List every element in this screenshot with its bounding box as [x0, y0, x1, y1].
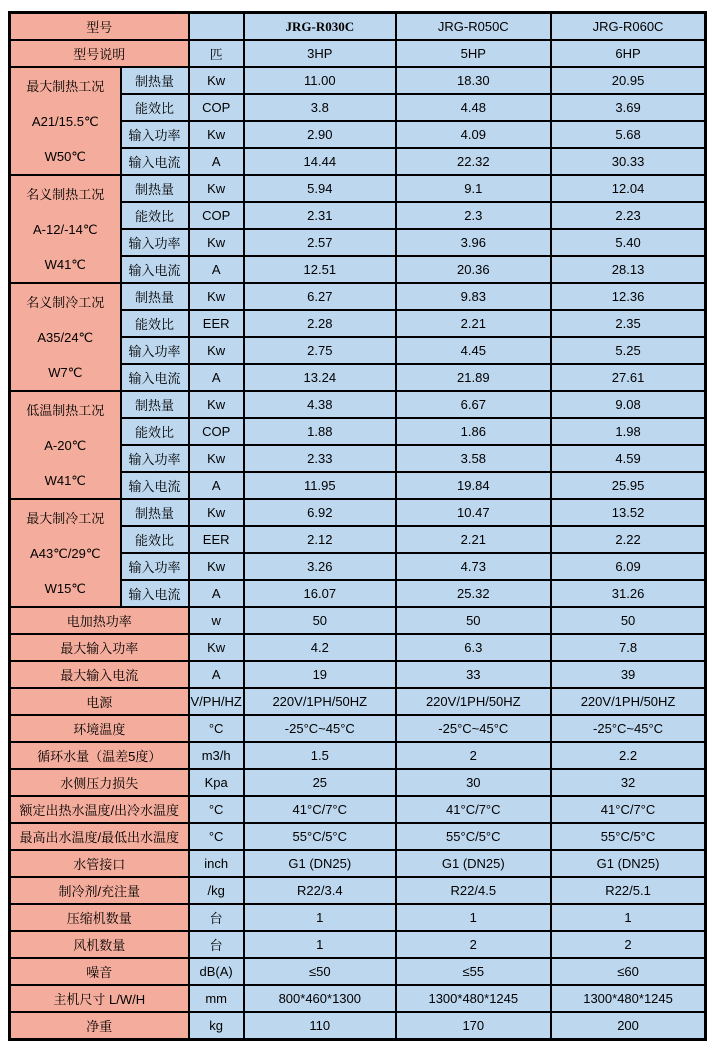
- value-cell: 1: [244, 931, 396, 958]
- value-cell: 1.5: [244, 742, 396, 769]
- metric-name-cell: 输入功率: [121, 445, 189, 472]
- value-cell: G1 (DN25): [551, 850, 706, 877]
- value-cell: 28.13: [551, 256, 706, 283]
- unit-cell: Kpa: [189, 769, 244, 796]
- value-cell: 2.90: [244, 121, 396, 148]
- metric-name-cell: 能效比: [121, 202, 189, 229]
- value-cell: 32: [551, 769, 706, 796]
- value-cell: ≤50: [244, 958, 396, 985]
- row-label-cell: 风机数量: [10, 931, 189, 958]
- value-cell: 19.84: [396, 472, 551, 499]
- unit-cell: Kw: [189, 445, 244, 472]
- value-cell: 4.73: [396, 553, 551, 580]
- table-row: [10, 391, 706, 418]
- value-cell: 55°C/5°C: [396, 823, 551, 850]
- value-cell: 1.88: [244, 418, 396, 445]
- metric-name-cell: 输入功率: [121, 337, 189, 364]
- unit-cell: 台: [189, 931, 244, 958]
- unit-cell: [189, 13, 244, 41]
- metric-name-cell: 能效比: [121, 418, 189, 445]
- table-row: [10, 688, 706, 715]
- unit-cell: Kw: [189, 283, 244, 310]
- unit-cell: Kw: [189, 634, 244, 661]
- table-row: [10, 175, 706, 202]
- unit-cell: Kw: [189, 499, 244, 526]
- table-row: [10, 742, 706, 769]
- value-cell: -25°C~45°C: [244, 715, 396, 742]
- table-row: [10, 769, 706, 796]
- value-cell: 170: [396, 1012, 551, 1040]
- value-cell: 55°C/5°C: [551, 823, 706, 850]
- value-cell: 9.1: [396, 175, 551, 202]
- value-cell: 9.83: [396, 283, 551, 310]
- row-label-cell: 水管接口: [10, 850, 189, 877]
- condition-label-cell: [10, 67, 121, 175]
- table-row: [10, 1012, 706, 1040]
- value-cell: G1 (DN25): [396, 850, 551, 877]
- unit-cell: Kw: [189, 553, 244, 580]
- row-label-cell: 环境温度: [10, 715, 189, 742]
- value-cell: ≤55: [396, 958, 551, 985]
- unit-cell: 匹: [189, 40, 244, 67]
- value-cell: 11.00: [244, 67, 396, 94]
- unit-cell: Kw: [189, 175, 244, 202]
- value-cell: 3.69: [551, 94, 706, 121]
- value-cell: 2.31: [244, 202, 396, 229]
- unit-cell: m3/h: [189, 742, 244, 769]
- unit-cell: V/PH/HZ: [189, 688, 244, 715]
- value-cell: 800*460*1300: [244, 985, 396, 1012]
- value-cell: 41°C/7°C: [244, 796, 396, 823]
- value-cell: 1.98: [551, 418, 706, 445]
- value-cell: 3.26: [244, 553, 396, 580]
- condition-line: A35/24℃: [37, 329, 94, 345]
- value-cell: 4.48: [396, 94, 551, 121]
- value-cell: 4.09: [396, 121, 551, 148]
- value-cell: 22.32: [396, 148, 551, 175]
- table-row: [10, 715, 706, 742]
- value-cell: 3.8: [244, 94, 396, 121]
- unit-cell: A: [189, 580, 244, 607]
- model-name-cell: JRG-R030C: [244, 13, 396, 41]
- unit-cell: Kw: [189, 391, 244, 418]
- unit-cell: °C: [189, 796, 244, 823]
- value-cell: 6.27: [244, 283, 396, 310]
- condition-label-cell: [10, 499, 121, 607]
- unit-cell: EER: [189, 526, 244, 553]
- metric-name-cell: 制热量: [121, 67, 189, 94]
- unit-cell: kg: [189, 1012, 244, 1040]
- unit-cell: 台: [189, 904, 244, 931]
- value-cell: 50: [551, 607, 706, 634]
- value-cell: 20.95: [551, 67, 706, 94]
- condition-label-cell: [10, 175, 121, 283]
- value-cell: 5.68: [551, 121, 706, 148]
- metric-name-cell: 制热量: [121, 175, 189, 202]
- unit-cell: w: [189, 607, 244, 634]
- condition-line: A21/15.5℃: [31, 113, 99, 129]
- value-cell: 14.44: [244, 148, 396, 175]
- table-row: [10, 499, 706, 526]
- specification-table: [8, 11, 707, 1041]
- metric-name-cell: 输入功率: [121, 229, 189, 256]
- metric-name-cell: 输入电流: [121, 580, 189, 607]
- value-cell: 55°C/5°C: [244, 823, 396, 850]
- table-row: [10, 850, 706, 877]
- value-cell: 18.30: [396, 67, 551, 94]
- metric-name-cell: 制热量: [121, 391, 189, 418]
- value-cell: 4.2: [244, 634, 396, 661]
- row-label-cell: 电源: [10, 688, 189, 715]
- value-cell: 4.45: [396, 337, 551, 364]
- value-cell: 3HP: [244, 40, 396, 67]
- value-cell: 20.36: [396, 256, 551, 283]
- condition-line: 名义制热工况: [26, 186, 105, 202]
- value-cell: 41°C/7°C: [396, 796, 551, 823]
- table-row: [10, 283, 706, 310]
- metric-name-cell: 输入电流: [121, 364, 189, 391]
- value-cell: 6.67: [396, 391, 551, 418]
- metric-name-cell: 制热量: [121, 283, 189, 310]
- row-label-cell: 净重: [10, 1012, 189, 1040]
- value-cell: 3.96: [396, 229, 551, 256]
- metric-name-cell: 输入电流: [121, 472, 189, 499]
- value-cell: 110: [244, 1012, 396, 1040]
- value-cell: 2: [396, 931, 551, 958]
- condition-line: W41℃: [44, 256, 86, 272]
- condition-line: W15℃: [44, 580, 86, 596]
- condition-line: 名义制冷工况: [26, 294, 105, 310]
- value-cell: 2.21: [396, 526, 551, 553]
- metric-name-cell: 输入电流: [121, 148, 189, 175]
- value-cell: 19: [244, 661, 396, 688]
- metric-name-cell: 输入功率: [121, 553, 189, 580]
- value-cell: 31.26: [551, 580, 706, 607]
- value-cell: 2.33: [244, 445, 396, 472]
- value-cell: 5.25: [551, 337, 706, 364]
- value-cell: 2.2: [551, 742, 706, 769]
- value-cell: 41°C/7°C: [551, 796, 706, 823]
- table-row: [10, 796, 706, 823]
- value-cell: 1: [244, 904, 396, 931]
- value-cell: 2.23: [551, 202, 706, 229]
- table-row: [10, 607, 706, 634]
- unit-cell: Kw: [189, 229, 244, 256]
- value-cell: R22/3.4: [244, 877, 396, 904]
- value-cell: 220V/1PH/50HZ: [396, 688, 551, 715]
- row-label-cell: 最高出水温度/最低出水温度: [10, 823, 189, 850]
- value-cell: 12.04: [551, 175, 706, 202]
- unit-cell: mm: [189, 985, 244, 1012]
- condition-line: A43℃/29℃: [30, 545, 101, 561]
- value-cell: 9.08: [551, 391, 706, 418]
- value-cell: 50: [396, 607, 551, 634]
- value-cell: 1: [551, 904, 706, 931]
- value-cell: 2.57: [244, 229, 396, 256]
- row-label-cell: 压缩机数量: [10, 904, 189, 931]
- value-cell: 6HP: [551, 40, 706, 67]
- table-row: [10, 40, 706, 67]
- value-cell: 25: [244, 769, 396, 796]
- unit-cell: dB(A): [189, 958, 244, 985]
- row-label-cell: 制冷剂/充注量: [10, 877, 189, 904]
- condition-label-cell: [10, 391, 121, 499]
- unit-cell: A: [189, 148, 244, 175]
- value-cell: 33: [396, 661, 551, 688]
- condition-line: W50℃: [44, 148, 86, 164]
- condition-line: 最大制冷工况: [26, 510, 105, 526]
- value-cell: 1300*480*1245: [551, 985, 706, 1012]
- value-cell: -25°C~45°C: [551, 715, 706, 742]
- row-label-cell: 型号说明: [10, 40, 189, 67]
- value-cell: 220V/1PH/50HZ: [551, 688, 706, 715]
- unit-cell: Kw: [189, 337, 244, 364]
- value-cell: 2.35: [551, 310, 706, 337]
- value-cell: 2: [396, 742, 551, 769]
- table-row: [10, 823, 706, 850]
- condition-line: W7℃: [48, 364, 83, 380]
- value-cell: 6.92: [244, 499, 396, 526]
- row-label-cell: 最大输入功率: [10, 634, 189, 661]
- table-row: [10, 904, 706, 931]
- value-cell: 1: [396, 904, 551, 931]
- value-cell: G1 (DN25): [244, 850, 396, 877]
- unit-cell: °C: [189, 715, 244, 742]
- unit-cell: COP: [189, 202, 244, 229]
- row-label-cell: 最大输入电流: [10, 661, 189, 688]
- value-cell: 10.47: [396, 499, 551, 526]
- value-cell: 25.95: [551, 472, 706, 499]
- value-cell: 27.61: [551, 364, 706, 391]
- value-cell: 12.51: [244, 256, 396, 283]
- row-label-cell: 循环水量（温差5度）: [10, 742, 189, 769]
- metric-name-cell: 输入电流: [121, 256, 189, 283]
- table-row: [10, 931, 706, 958]
- table-row: [10, 958, 706, 985]
- value-cell: 5.40: [551, 229, 706, 256]
- metric-name-cell: 能效比: [121, 94, 189, 121]
- value-cell: 16.07: [244, 580, 396, 607]
- value-cell: 6.3: [396, 634, 551, 661]
- metric-name-cell: 能效比: [121, 526, 189, 553]
- value-cell: 2.12: [244, 526, 396, 553]
- row-label-cell: 水侧压力损失: [10, 769, 189, 796]
- value-cell: 30.33: [551, 148, 706, 175]
- unit-cell: inch: [189, 850, 244, 877]
- unit-cell: A: [189, 256, 244, 283]
- value-cell: 25.32: [396, 580, 551, 607]
- value-cell: 6.09: [551, 553, 706, 580]
- table-row: [10, 634, 706, 661]
- row-label-cell: 电加热功率: [10, 607, 189, 634]
- table-row: [10, 877, 706, 904]
- value-cell: 2: [551, 931, 706, 958]
- unit-cell: COP: [189, 418, 244, 445]
- condition-line: 低温制热工况: [26, 402, 105, 418]
- row-label-cell: 主机尺寸 L/W/H: [10, 985, 189, 1012]
- unit-cell: A: [189, 472, 244, 499]
- condition-line: A-12/-14℃: [33, 221, 98, 237]
- value-cell: 3.58: [396, 445, 551, 472]
- metric-name-cell: 制热量: [121, 499, 189, 526]
- unit-cell: Kw: [189, 121, 244, 148]
- condition-line: W41℃: [44, 472, 86, 488]
- value-cell: 7.8: [551, 634, 706, 661]
- row-label-cell: 噪音: [10, 958, 189, 985]
- table-row: [10, 13, 706, 41]
- value-cell: 2.3: [396, 202, 551, 229]
- value-cell: 2.21: [396, 310, 551, 337]
- value-cell: -25°C~45°C: [396, 715, 551, 742]
- value-cell: 11.95: [244, 472, 396, 499]
- value-cell: ≤60: [551, 958, 706, 985]
- unit-cell: °C: [189, 823, 244, 850]
- unit-cell: Kw: [189, 67, 244, 94]
- value-cell: 12.36: [551, 283, 706, 310]
- condition-line: A-20℃: [44, 437, 87, 453]
- value-cell: 220V/1PH/50HZ: [244, 688, 396, 715]
- model-name-cell: JRG-R050C: [396, 13, 551, 41]
- value-cell: R22/5.1: [551, 877, 706, 904]
- value-cell: 13.24: [244, 364, 396, 391]
- value-cell: 5.94: [244, 175, 396, 202]
- unit-cell: COP: [189, 94, 244, 121]
- table-row: [10, 661, 706, 688]
- unit-cell: /kg: [189, 877, 244, 904]
- condition-label-cell: [10, 283, 121, 391]
- metric-name-cell: 输入功率: [121, 121, 189, 148]
- value-cell: 2.28: [244, 310, 396, 337]
- row-label-cell: 型号: [10, 13, 189, 41]
- value-cell: 200: [551, 1012, 706, 1040]
- unit-cell: A: [189, 364, 244, 391]
- value-cell: 50: [244, 607, 396, 634]
- value-cell: 1300*480*1245: [396, 985, 551, 1012]
- value-cell: 21.89: [396, 364, 551, 391]
- value-cell: 4.38: [244, 391, 396, 418]
- value-cell: R22/4.5: [396, 877, 551, 904]
- unit-cell: EER: [189, 310, 244, 337]
- table-row: [10, 985, 706, 1012]
- table-row: [10, 67, 706, 94]
- value-cell: 4.59: [551, 445, 706, 472]
- value-cell: 5HP: [396, 40, 551, 67]
- value-cell: 2.75: [244, 337, 396, 364]
- metric-name-cell: 能效比: [121, 310, 189, 337]
- value-cell: 39: [551, 661, 706, 688]
- condition-line: 最大制热工况: [26, 78, 105, 94]
- row-label-cell: 额定出热水温度/出冷水温度: [10, 796, 189, 823]
- value-cell: 13.52: [551, 499, 706, 526]
- value-cell: 30: [396, 769, 551, 796]
- value-cell: 1.86: [396, 418, 551, 445]
- unit-cell: A: [189, 661, 244, 688]
- model-name-cell: JRG-R060C: [551, 13, 706, 41]
- value-cell: 2.22: [551, 526, 706, 553]
